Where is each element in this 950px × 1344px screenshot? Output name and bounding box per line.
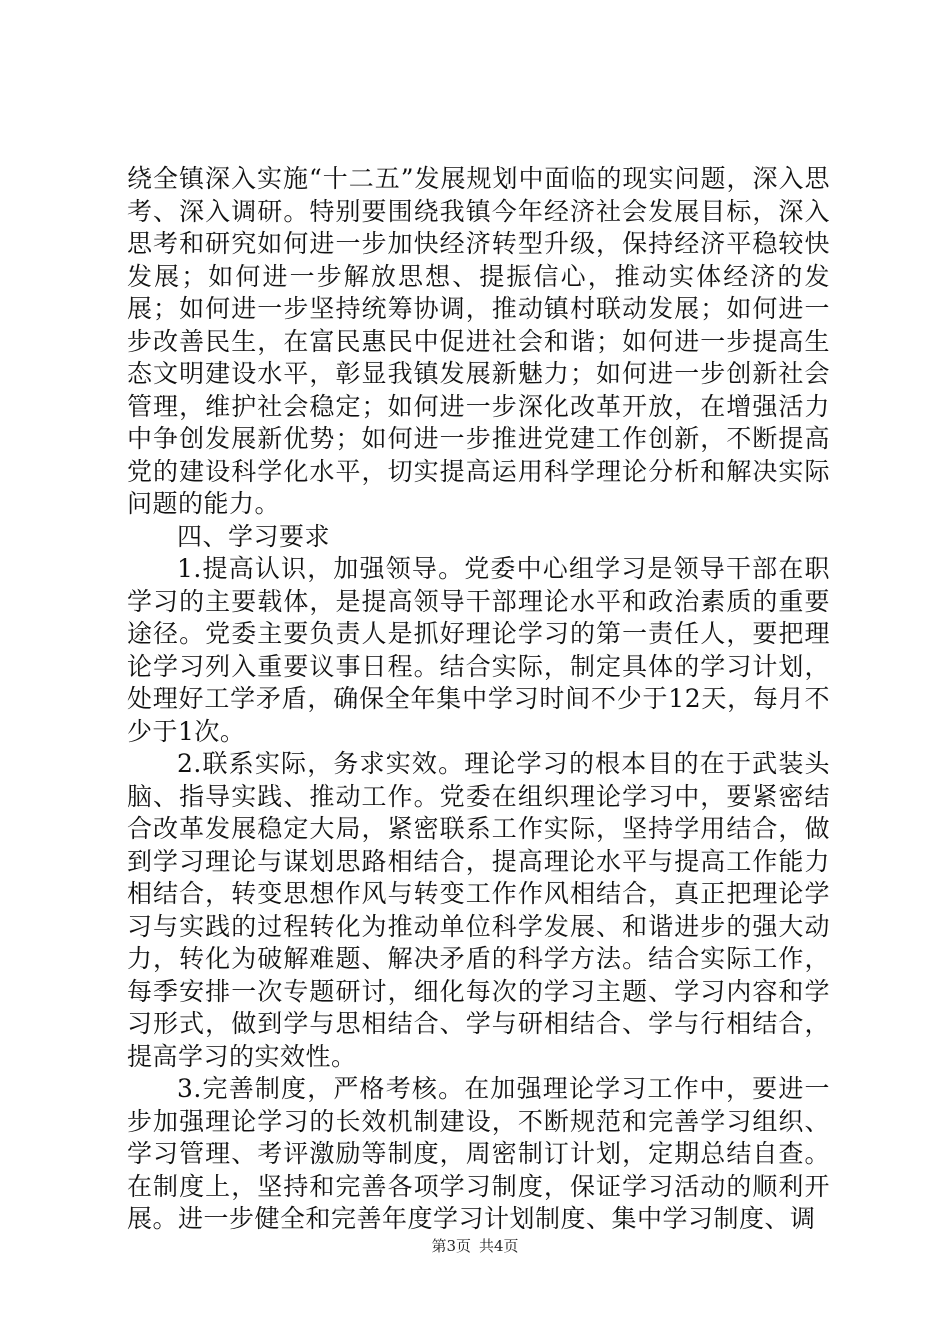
paragraph-continued: 绕全镇深入实施“十二五”发展规划中面临的现实问题，深入思考、深入调研。特别要围绕我镇今年经济社会发展目标，深入思考和研究如何进一步加快经济转型升级，保持经济平稳较快发展；如何进一步解放思想、提振信心，推动实体经济的发展；如何进一步坚持统筹协调，推动镇村联动发展；如何进一步改善民生，在富民惠民中促进社会和谐；如何进一步提高生态文明建设水平，彰显我镇发展新魅力；如何进一步创新社会管理，维护社会稳定；如何进一步深化改革开放，在增强活力中争创发展新优势；如何进一步推进党建工作创新，不断提高党的建设科学化水平，切实提高运用科学理论分析和解决实际问题的能力。 (127, 164, 830, 518)
paragraph-requirement-2: 2.联系实际，务求实效。理论学习的根本目的在于武装头脑、指导实践、推动工作。党委在组织理论学习中，要紧密结合改革发展稳定大局，紧密联系工作实际，坚持学用结合，做到学习理论与谋划思路相结合，提高理论水平与提高工作能力相结合，转变思想作风与转变工作作风相结合，真正把理论学习与实践的过程转化为推动单位科学发展、和谐进步的强大动力，转化为破解难题、解决矛盾的科学方法。结合实际工作，每季安排一次专题研讨，细化每次的学习主题、学习内容和学习形式，做到学与思相结合、学与研相结合、学与行相结合，提高学习的实效性。 (127, 749, 830, 1071)
page-total: 共4页 (479, 1237, 519, 1255)
section-heading-study-requirements: 四、学习要求 (177, 521, 331, 551)
page-footer (0, 1236, 950, 1256)
paragraph-requirement-3: 3.完善制度，严格考核。在加强理论学习工作中，要进一步加强理论学习的长效机制建设，不断规范和完善学习组织、学习管理、考评激励等制度，周密制订计划，定期总结自查。在制度上，坚持和完善各项学习制度，保证学习活动的顺利开展。进一步健全和完善年度学习计划制度、集中学习制度、调 (127, 1074, 830, 1233)
paragraph-requirement-1: 1.提高认识，加强领导。党委中心组学习是领导干部在职学习的主要载体，是提高领导干部理论水平和政治素质的重要途径。党委主要负责人是抓好理论学习的第一责任人，要把理论学习列入重要议事日程。结合实际，制定具体的学习计划，处理好工学矛盾，确保全年集中学习时间不少于12天，每月不少于1次。 (127, 554, 830, 746)
document-body (127, 163, 830, 1236)
page-number: 第3页 (431, 1237, 471, 1255)
